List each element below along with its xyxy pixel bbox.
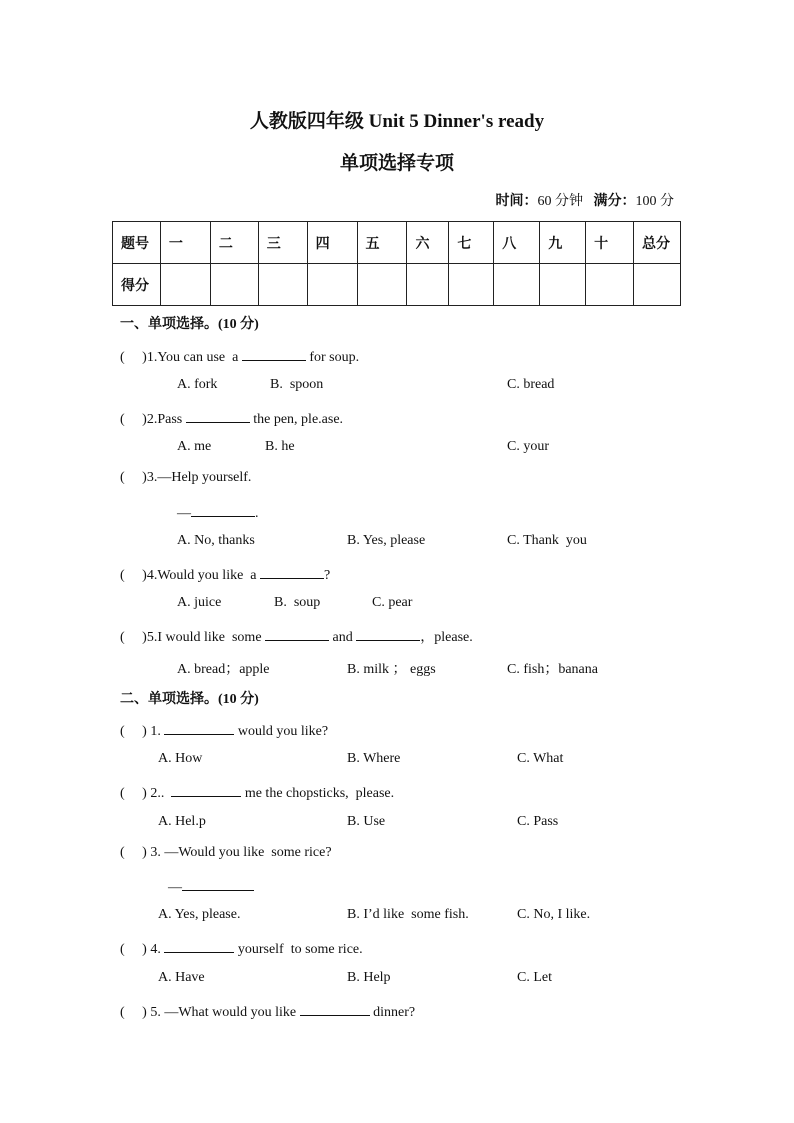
option-b[interactable]: B. spoon [270,377,324,392]
question-text: me the chopsticks, please. [241,786,395,801]
score-input-cell[interactable] [540,264,586,306]
question-text: for soup. [305,350,360,365]
score-input-cell[interactable] [258,264,307,306]
table-cell: 得分 [113,264,161,306]
time-value: 60 分钟 [537,194,583,209]
section-heading: 一、单项选择。(10 分) [120,317,259,332]
question-text: Pass [157,412,186,427]
score-input-cell[interactable] [634,264,681,306]
answer-bracket[interactable]: ( )3. [120,470,158,485]
answer-bracket[interactable]: ( ) 1. [120,724,161,739]
option-b[interactable]: B. Where [347,751,401,766]
table-cell: 一 [160,222,210,264]
table-cell: 题号 [113,222,161,264]
score-input-cell[interactable] [210,264,258,306]
option-c[interactable]: C. your [507,439,549,454]
question-text: You can use a [157,350,242,365]
question-text: yourself to some rice. [234,942,363,957]
section-heading: 二、单项选择。(10 分) [120,692,259,707]
score-input-cell[interactable] [407,264,449,306]
question-text: Would you like a [157,568,261,583]
question-text: ，please. [420,630,473,645]
answer-bracket[interactable]: ( )5. [120,630,158,645]
question-text: I would like some [157,630,266,645]
option-c[interactable]: C. pear [372,595,413,610]
score-table-header-row [113,222,681,264]
question-text: would you like? [234,724,329,739]
option-a[interactable]: A. Hel.p [158,814,206,829]
time-label: 时间： [495,194,538,209]
table-cell: 四 [307,222,357,264]
option-a[interactable]: A. No, thanks [177,533,255,548]
score-input-cell[interactable] [357,264,407,306]
option-c[interactable]: C. fish；banana [507,662,598,677]
question-text: —What would you like [164,1005,300,1020]
score-label: 满分： [593,194,636,209]
question-line [120,720,328,740]
question-text: the pen, ple.ase. [249,412,344,427]
answer-bracket[interactable]: ( ) 2.. [120,786,165,801]
question-line [120,346,359,366]
option-b[interactable]: B. soup [274,595,321,610]
option-b[interactable]: B. I’d like some fish. [347,907,469,922]
option-a[interactable]: A. juice [177,595,222,610]
option-b[interactable]: B. Use [347,814,386,829]
answer-blank[interactable] [186,408,250,423]
answer-blank[interactable] [260,564,324,579]
table-cell: 二 [210,222,258,264]
question-line [120,626,473,646]
answer-blank[interactable] [182,876,254,891]
question-text: and [329,630,357,645]
table-cell: 总分 [634,222,681,264]
option-a[interactable]: A. fork [177,377,218,392]
answer-blank[interactable] [191,502,255,517]
answer-blank[interactable] [356,626,420,641]
answer-blank[interactable] [164,938,234,953]
answer-bracket[interactable]: ( )2. [120,412,158,427]
score-input-cell[interactable] [449,264,494,306]
score-table [112,221,681,306]
question-line [120,938,363,958]
option-b[interactable]: B. Yes, please [347,533,426,548]
reply-dash: — [177,506,191,521]
table-cell: 三 [258,222,307,264]
score-input-cell[interactable] [494,264,540,306]
answer-bracket[interactable]: ( ) 3. [120,845,161,860]
question-line [120,1001,415,1021]
exam-meta [496,190,675,210]
question-line [120,845,332,861]
answer-blank[interactable] [242,346,306,361]
score-input-cell[interactable] [307,264,357,306]
option-c[interactable]: C. Thank you [507,533,587,548]
reply-dash: — [168,880,182,895]
option-c[interactable]: C. Pass [517,814,559,829]
answer-bracket[interactable]: ( ) 4. [120,942,161,957]
answer-bracket[interactable]: ( ) 5. [120,1005,161,1020]
option-c[interactable]: C. No, I like. [517,907,591,922]
option-a[interactable]: A. bread；apple [177,662,270,677]
question-text: —Help yourself. [157,470,252,485]
option-b[interactable]: B. he [265,439,295,454]
question-text: ? [324,568,331,583]
table-cell: 十 [586,222,634,264]
table-cell: 九 [540,222,586,264]
score-value: 100 分 [635,194,674,209]
reply-line [168,876,254,896]
option-c[interactable]: C. What [517,751,564,766]
reply-line: — . [177,502,259,522]
score-input-cell[interactable] [160,264,210,306]
answer-bracket[interactable]: ( )4. [120,568,158,583]
answer-bracket[interactable]: ( )1. [120,350,158,365]
option-c[interactable]: C. bread [507,377,555,392]
option-a[interactable]: A. me [177,439,212,454]
option-a[interactable]: A. Yes, please. [158,907,241,922]
document-subtitle: 单项选择专项 [339,153,454,174]
answer-blank[interactable] [265,626,329,641]
table-cell: 八 [494,222,540,264]
document-title: 人教版四年级 Unit 5 Dinner's ready [249,111,545,132]
table-cell: 七 [449,222,494,264]
answer-blank[interactable] [171,782,241,797]
option-b[interactable]: B. Help [347,970,391,985]
question-line [120,408,343,428]
question-text: —Would you like some rice? [164,845,332,860]
answer-blank[interactable] [164,720,234,735]
question-line [120,782,394,802]
option-a[interactable]: A. Have [158,970,205,985]
option-c[interactable]: C. Let [517,970,552,985]
question-text: dinner? [369,1005,416,1020]
score-input-cell[interactable] [586,264,634,306]
option-a[interactable]: A. How [158,751,203,766]
table-cell: 六 [407,222,449,264]
option-b[interactable]: B. milk ； eggs [347,662,436,677]
question-line [120,470,251,486]
score-table-score-row [113,264,681,306]
question-line [120,564,330,584]
answer-blank[interactable] [300,1001,370,1016]
table-cell: 五 [357,222,407,264]
